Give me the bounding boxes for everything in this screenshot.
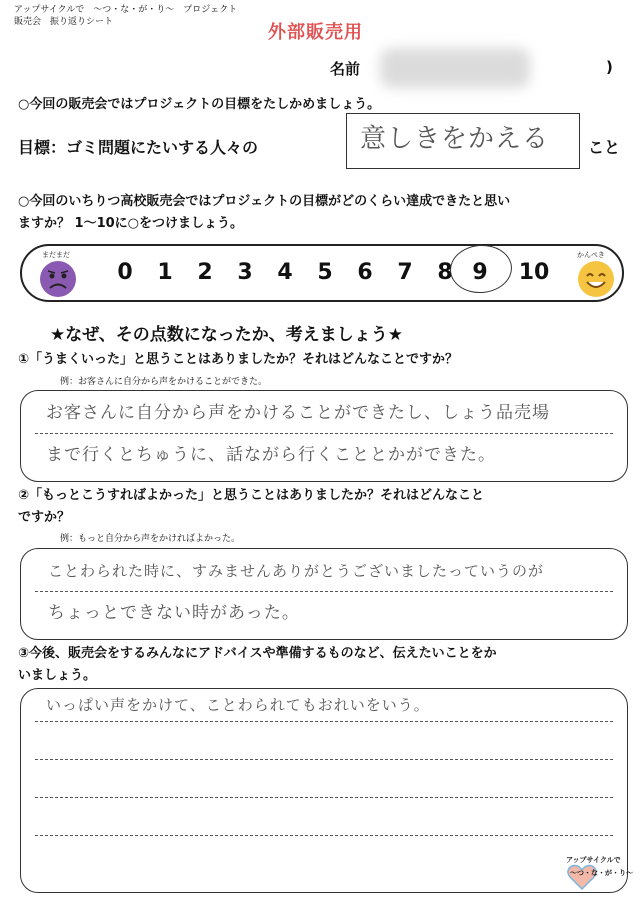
- q1-question: ①「うまくいった」と思うことはありましたか？それはどんなことですか？: [18, 352, 459, 367]
- q2-example: 例：もっと自分から声をかければよかった。: [60, 534, 241, 544]
- scale-number-8[interactable]: 8: [437, 260, 453, 285]
- goal-answer: 意しきをかえる: [360, 124, 550, 154]
- dashed-line: [35, 797, 613, 798]
- scale-number-10[interactable]: 10: [518, 260, 550, 285]
- logo-text-line2: ～つ・な・が・り～: [570, 869, 633, 877]
- q3-question-line2: いましょう。: [18, 668, 97, 683]
- scale-number-5[interactable]: 5: [317, 260, 333, 285]
- dashed-line: [35, 835, 613, 836]
- scale-number-3[interactable]: 3: [237, 260, 253, 285]
- smile-face-icon: [578, 261, 614, 297]
- q1-answer-line1: お客さんに自分から声をかけることができたし、しょう品売場: [46, 403, 550, 423]
- scale-high-label: かんぺき: [577, 251, 605, 259]
- sad-face-icon: [40, 261, 76, 297]
- q3-answer-box[interactable]: [20, 688, 628, 893]
- q2-answer-line1: ことわられた時に、すみませんありがとうございましたっていうのが: [48, 562, 545, 580]
- scale-number-4[interactable]: 4: [277, 260, 293, 285]
- goal-label: 目標：ゴミ問題にたいする人々の: [18, 138, 259, 157]
- scale-number-2[interactable]: 2: [197, 260, 213, 285]
- scale-low-label: まだまだ: [42, 251, 70, 259]
- project-name: アップサイクルで ～つ・な・が・り～ プロジェクト: [14, 5, 238, 15]
- sheet-title: 外部販売用: [268, 22, 363, 43]
- q3-question-line1: ③今後、販売会をするみんなにアドバイスや準備するものなど、伝えたいことをか: [18, 646, 497, 661]
- logo-text-line1: アップサイクルで: [566, 856, 621, 864]
- goal-question: ○今回の販売会ではプロジェクトの目標をたしかめましょう。: [18, 97, 381, 112]
- name-label: 名前: [330, 60, 361, 78]
- sheet-subtitle: 販売会 振り返りシート: [14, 17, 114, 27]
- scale-number-6[interactable]: 6: [357, 260, 373, 285]
- rating-question-line1: ○今回のいちりつ高校販売会ではプロジェクトの目標がどのくらい達成できたと思い: [18, 194, 511, 209]
- scale-number-7[interactable]: 7: [397, 260, 413, 285]
- q2-question-line2: ですか？: [18, 510, 71, 525]
- name-redacted: [380, 48, 530, 88]
- scale-number-1[interactable]: 1: [157, 260, 173, 285]
- dashed-line: [35, 759, 613, 760]
- goal-suffix: こと: [588, 138, 621, 157]
- dashed-line: [35, 591, 613, 592]
- q2-answer-line2: ちょっとできない時があった。: [48, 603, 300, 623]
- scale-number-0[interactable]: 0: [117, 260, 133, 285]
- q1-example: 例：お客さんに自分から声をかけることができた。: [60, 377, 268, 387]
- q2-question-line1: ②「もっとこうすればよかった」と思うことはありましたか？それはどんなこと: [18, 488, 485, 503]
- q3-answer-line1: いっぱい声をかけて、ことわられてもおれいをいう。: [46, 696, 430, 714]
- scale-number-9[interactable]: 9: [472, 260, 488, 285]
- dashed-line: [35, 721, 613, 722]
- rating-question-line2: ますか？ 1～10に○をつけましょう。: [18, 216, 244, 231]
- dashed-line: [35, 433, 613, 434]
- name-close-paren: ): [606, 58, 613, 76]
- q1-answer-line2: まで行くとちゅうに、話ながら行くこととかができた。: [46, 445, 496, 465]
- why-heading: ★なぜ、その点数になったか、考えましょう★: [50, 325, 403, 345]
